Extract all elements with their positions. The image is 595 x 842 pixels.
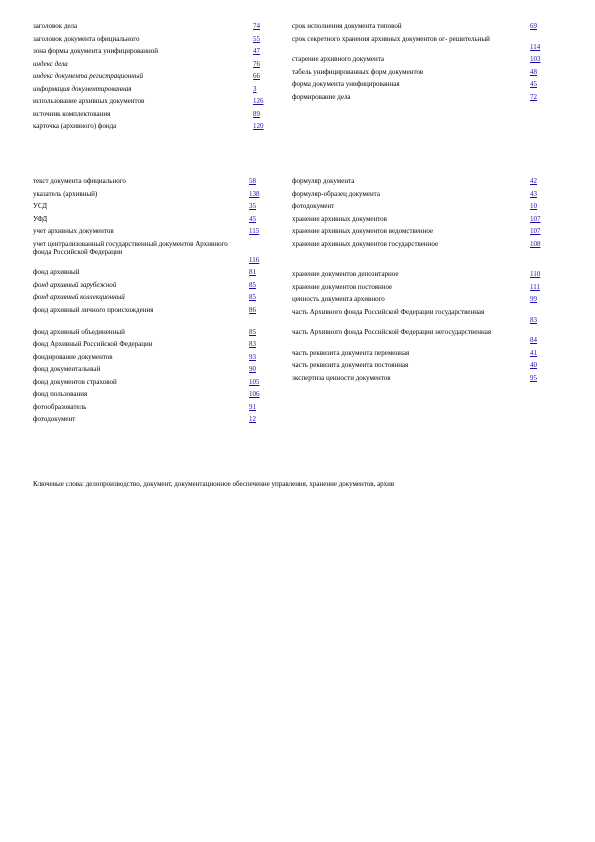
page-number-link[interactable]: 83 xyxy=(530,315,537,324)
page-number-link[interactable]: 85 xyxy=(249,327,256,336)
index-entry xyxy=(33,60,268,68)
index-term: формуляр документа xyxy=(292,177,355,185)
index-term: хранение архивных документов государственное xyxy=(292,239,439,248)
page-number-link[interactable]: 40 xyxy=(530,361,537,369)
index-term: карточка (архивного) фонда xyxy=(33,122,117,130)
page-number-link[interactable]: 85 xyxy=(249,280,256,289)
page-number-link[interactable]: 81 xyxy=(249,268,256,276)
page-number-link[interactable]: 47 xyxy=(253,47,260,55)
page-number-link[interactable]: 69 xyxy=(530,22,537,30)
index-entry xyxy=(292,308,542,324)
page-number-link[interactable]: 12 xyxy=(249,415,256,423)
page-number-link[interactable]: 126 xyxy=(253,97,264,105)
index-term: фонд архивный зарубежной xyxy=(33,280,117,289)
page-number-link[interactable]: 93 xyxy=(249,352,256,361)
index-entry xyxy=(33,110,268,118)
index-term: учет централизованный государственный документов Архивного фонда Российской Федерации xyxy=(33,239,228,256)
page-number-link[interactable]: 76 xyxy=(253,59,260,68)
index-term: табель унифицированных форм документов xyxy=(292,67,424,76)
index-term: источник комплектования xyxy=(33,109,111,118)
index-term: фонд архивный xyxy=(33,268,80,276)
index-entry xyxy=(33,202,268,210)
index-entry xyxy=(33,177,268,185)
page-number-link[interactable]: 107 xyxy=(530,227,541,235)
page-number-link[interactable]: 55 xyxy=(253,34,260,43)
page-number-link[interactable]: 120 xyxy=(253,122,264,130)
page-number-link[interactable]: 86 xyxy=(249,305,256,314)
index-term: хранение архивных документов ведомственное xyxy=(292,227,434,235)
index-entry xyxy=(292,68,542,76)
index-term: ценность документа архивного xyxy=(292,295,385,303)
index-entry xyxy=(33,268,268,276)
page-number-link[interactable]: 42 xyxy=(530,177,537,185)
page-number-link[interactable]: 3 xyxy=(253,84,257,93)
page-number-link[interactable]: 115 xyxy=(249,227,260,235)
index-entry xyxy=(292,283,542,291)
index-entry xyxy=(292,361,542,369)
index-term: указатель (архивный) xyxy=(33,189,98,198)
index-entry xyxy=(292,328,542,344)
index-entry xyxy=(292,295,542,303)
page-number-link[interactable]: 108 xyxy=(530,239,541,248)
index-entry xyxy=(292,55,542,63)
index-term: УСД xyxy=(33,202,48,210)
page-number-link[interactable]: 85 xyxy=(249,293,256,301)
index-entry xyxy=(292,35,542,51)
index-entry xyxy=(292,215,542,223)
page-number-link[interactable]: 110 xyxy=(530,270,541,278)
index-entry xyxy=(292,190,542,198)
index-term: фотодокумент xyxy=(292,202,335,210)
page-number-link[interactable]: 105 xyxy=(249,377,260,386)
index-entry xyxy=(33,227,268,235)
index-term: зона формы документа унифицированной xyxy=(33,47,159,55)
index-term: фонд архивный коллекционный xyxy=(33,293,125,301)
index-term: форма документа унифицированная xyxy=(292,80,400,88)
index-term: экспертиза ценности документов xyxy=(292,373,391,382)
index-entry xyxy=(292,227,542,235)
index-term: часть реквизита документа постоянная xyxy=(292,361,409,369)
index-entry xyxy=(33,415,268,423)
index-column-block2-right xyxy=(292,177,542,386)
page-number-link[interactable]: 45 xyxy=(249,214,256,223)
index-entry xyxy=(33,240,268,264)
page-number-link[interactable]: 99 xyxy=(530,295,537,303)
index-term: часть реквизита документа переменная xyxy=(292,348,410,357)
page-number-link[interactable]: 95 xyxy=(530,373,537,382)
index-entry xyxy=(292,22,542,30)
index-entry xyxy=(33,365,268,373)
index-entry xyxy=(33,293,268,301)
index-term: хранение документов депозитарное xyxy=(292,270,399,278)
index-term: формирование дела xyxy=(292,92,351,101)
index-term: формуляр-образец документа xyxy=(292,189,380,198)
page-number-link[interactable]: 103 xyxy=(530,55,541,63)
index-entry xyxy=(33,47,268,55)
page-number-link[interactable]: 111 xyxy=(530,282,540,291)
index-term: фонд документов страховой xyxy=(33,377,117,386)
index-term: информация документированная xyxy=(33,84,132,93)
index-entry xyxy=(33,35,268,43)
page-number-link[interactable]: 10 xyxy=(530,202,537,210)
page-number-link[interactable]: 43 xyxy=(530,189,537,198)
index-entry xyxy=(33,72,268,80)
index-entry xyxy=(33,22,268,30)
page-number-link[interactable]: 106 xyxy=(249,390,260,398)
index-term: часть Архивного фонда Российской Федерации негосударственная xyxy=(292,328,492,336)
index-term: текст документа официального xyxy=(33,177,126,185)
index-entry xyxy=(33,353,268,361)
index-column-block1-left xyxy=(33,22,268,135)
page-number-link[interactable]: 114 xyxy=(530,42,541,51)
index-term: хранение документов постоянное xyxy=(292,282,393,291)
index-term: заголовок документа официального xyxy=(33,34,140,43)
page-number-link[interactable]: 66 xyxy=(253,72,260,80)
index-term: фонд архивный личного происхождения xyxy=(33,305,154,314)
keywords-line: Ключевые слова: делопроизводство, документ, документационное обеспечение управления, хранение документов, архив xyxy=(33,480,395,488)
index-entry xyxy=(33,378,268,386)
index-entry xyxy=(33,190,268,198)
index-term: фотодокумент xyxy=(33,415,76,423)
index-entry xyxy=(292,202,542,210)
index-term: фотообразователь xyxy=(33,402,87,411)
index-term: срок секретного хранения архивных документов ог- решительный xyxy=(292,34,490,43)
index-entry xyxy=(292,93,542,101)
index-entry xyxy=(33,215,268,223)
index-term: индекс дела xyxy=(33,59,68,68)
index-term: фондирование документов xyxy=(33,352,113,361)
index-entry xyxy=(33,340,268,348)
page-number-link[interactable]: 45 xyxy=(530,80,537,88)
page-number-link[interactable]: 84 xyxy=(530,336,537,344)
index-entry xyxy=(33,97,268,105)
index-column-block1-right xyxy=(292,22,542,105)
index-entry xyxy=(33,122,268,130)
index-term: хранение архивных документов xyxy=(292,214,387,223)
index-entry xyxy=(292,270,542,278)
page-number-link[interactable]: 72 xyxy=(530,92,537,101)
index-entry xyxy=(33,281,268,289)
page-number-link[interactable]: 35 xyxy=(249,202,256,210)
spacer xyxy=(292,252,542,270)
page-number-link[interactable]: 138 xyxy=(249,189,260,198)
index-term: фонд документальный xyxy=(33,365,101,373)
page-number-link[interactable]: 58 xyxy=(249,177,256,185)
page-number-link[interactable]: 116 xyxy=(249,255,260,264)
page-number-link[interactable]: 89 xyxy=(253,109,260,118)
index-entry xyxy=(292,374,542,382)
page-number-link[interactable]: 107 xyxy=(530,214,541,223)
index-term: индекс документа регистрационный xyxy=(33,72,143,80)
page-number-link[interactable]: 41 xyxy=(530,348,537,357)
index-term: фонд пользования xyxy=(33,390,88,398)
page-number-link[interactable]: 83 xyxy=(249,340,256,348)
index-term: фонд архивный объединенный xyxy=(33,327,125,336)
page-number-link[interactable]: 90 xyxy=(249,365,256,373)
index-column-block2-left xyxy=(33,177,268,428)
page-number-link[interactable]: 91 xyxy=(249,402,256,411)
index-term: УФД xyxy=(33,214,48,223)
index-term: заголовок дела xyxy=(33,22,78,30)
index-entry xyxy=(33,390,268,398)
index-term: учет архивных документов xyxy=(33,227,114,235)
index-entry xyxy=(33,85,268,93)
index-entry xyxy=(292,349,542,357)
index-entry xyxy=(33,306,268,314)
index-term: старение архивного документа xyxy=(292,55,384,63)
page-number-link[interactable]: 48 xyxy=(530,67,537,76)
index-term: фонд Архивный Российской Федерации xyxy=(33,340,153,348)
index-entry xyxy=(292,80,542,88)
index-term: часть Архивного фонда Российской Федерации государственная xyxy=(292,307,485,316)
index-entry xyxy=(33,403,268,411)
page-number-link[interactable]: 74 xyxy=(253,22,260,30)
index-entry xyxy=(292,177,542,185)
index-term: срок исполнения документа типовой xyxy=(292,22,402,30)
index-entry xyxy=(292,240,542,248)
index-entry xyxy=(33,328,268,336)
index-term: использование архивных документов xyxy=(33,97,145,105)
